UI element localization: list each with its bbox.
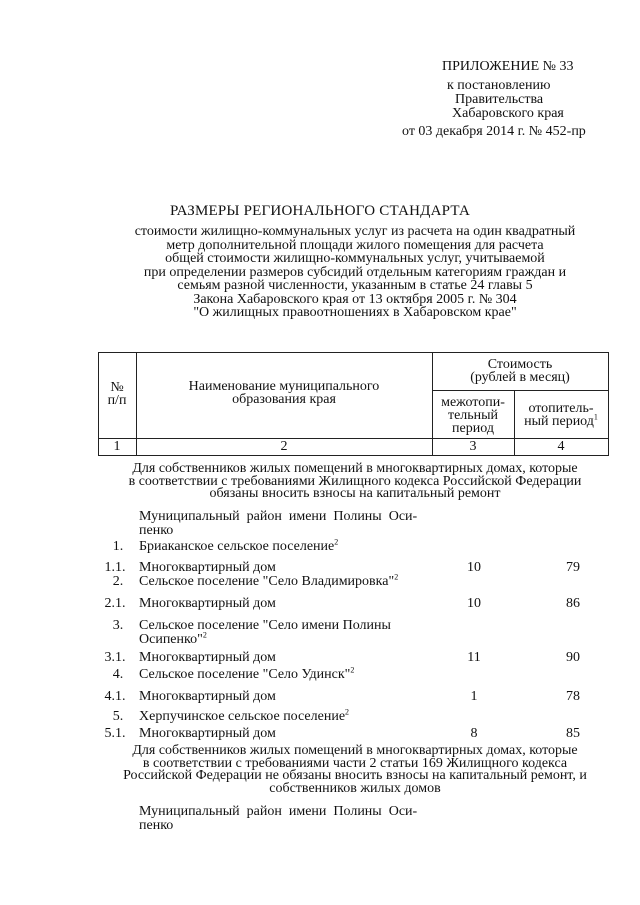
col-number-4: 4 xyxy=(557,439,565,454)
table-row xyxy=(0,690,640,706)
header-offseason-2: тельный xyxy=(447,408,499,423)
row-number: 1.1. xyxy=(104,560,126,575)
row-value-offseason: 1 xyxy=(470,689,478,704)
col-number-2: 2 xyxy=(280,439,288,454)
footnote-marker: 2 xyxy=(334,537,339,547)
row-number: 5. xyxy=(112,709,124,724)
table-row xyxy=(0,597,640,613)
section-caption-line: Российской Федерации не обязаны вносить взносы на капитальный ремонт, и xyxy=(123,768,587,783)
table-row xyxy=(0,665,640,684)
header-num xyxy=(98,381,136,407)
row-name-text: Сельское поселение "Село имени Полины xyxy=(139,618,391,633)
section-caption-line: Для собственников жилых помещений в многоквартирных домах, которые xyxy=(132,743,578,758)
subtitle-line: "О жилищных правоотношениях в Хабаровском крае" xyxy=(193,305,517,320)
header-cost-label-1: Стоимость xyxy=(487,357,553,372)
row-value-offseason: 8 xyxy=(470,726,478,741)
row-value-heating: 85 xyxy=(566,726,580,741)
row-number: 5.1. xyxy=(104,726,126,741)
row-name-text: Сельское поселение "Село Удинск" xyxy=(139,667,351,682)
section-caption-line: обязаны вносить взносы на капитальный ремонт xyxy=(209,486,501,501)
section-2-caption xyxy=(95,745,615,795)
row-value-offseason: 10 xyxy=(467,560,481,575)
table-rule xyxy=(432,390,609,391)
row-name-text-2: Осипенко" xyxy=(139,632,203,647)
table-rule xyxy=(608,352,609,455)
district-line-1: Муниципальный район имени Полины Оси- xyxy=(139,804,418,819)
header-offseason-3: период xyxy=(452,421,494,436)
document-subtitle xyxy=(95,225,615,320)
row-number: 3.1. xyxy=(104,650,126,665)
row-name xyxy=(139,537,339,554)
appendix-line-4: от 03 декабря 2014 г. № 452-пр xyxy=(402,124,586,139)
row-name: Многоквартирный дом xyxy=(139,650,276,665)
footnote-marker: 2 xyxy=(345,707,350,717)
col-number-1: 1 xyxy=(113,439,121,454)
subtitle-line: общей стоимости жилищно-коммунальных услуг, учитываемой xyxy=(165,251,545,266)
row-value-heating: 86 xyxy=(566,596,580,611)
appendix-title: ПРИЛОЖЕНИЕ № 33 xyxy=(442,59,574,74)
subtitle-line: стоимости жилищно-коммунальных услуг из расчета на один квадратный xyxy=(134,224,576,239)
row-number: 4.1. xyxy=(104,689,126,704)
district-line-2: пенко xyxy=(139,523,174,538)
row-name: Многоквартирный дом xyxy=(139,596,276,611)
row-number: 3. xyxy=(112,618,124,633)
row-name xyxy=(139,665,355,682)
subtitle-line: при определении размеров субсидий отдельным категориям граждан и xyxy=(143,264,567,280)
row-name-text: Сельское поселение "Село Владимировка" xyxy=(139,574,395,589)
district-heading xyxy=(139,805,439,833)
table-row xyxy=(0,727,640,743)
header-heating-1: отопитель- xyxy=(528,401,594,416)
row-value-heating: 90 xyxy=(566,650,580,665)
district-line-1: Муниципальный район имени Полины Оси- xyxy=(139,509,418,524)
footnote-marker: 2 xyxy=(202,630,207,640)
header-heating-2-wrap xyxy=(514,412,608,429)
row-name: Многоквартирный дом xyxy=(139,560,276,575)
header-offseason xyxy=(432,396,514,435)
appendix-line-3: Хабаровского края xyxy=(452,106,564,121)
header-name-label-1: Наименование муниципального xyxy=(188,379,380,394)
row-value-heating: 78 xyxy=(566,689,580,704)
row-name xyxy=(139,572,399,589)
header-num-label: № xyxy=(110,380,124,395)
appendix-line-1: к постановлению xyxy=(447,78,551,93)
row-name-text: Херпучинское сельское поселение xyxy=(139,709,346,724)
footnote-marker: 2 xyxy=(394,572,399,582)
section-caption-line: собственников жилых домов xyxy=(269,780,441,796)
footnote-marker: 2 xyxy=(350,665,355,675)
table-rule xyxy=(98,455,609,456)
table-row xyxy=(0,651,640,667)
row-value-offseason: 11 xyxy=(467,650,481,665)
table-rule xyxy=(98,352,609,353)
subtitle-line: метр дополнительной площади жилого помещения для расчета xyxy=(166,237,544,253)
subtitle-line: Закона Хабаровского края от 13 октября 2005 г. № 304 xyxy=(193,291,517,307)
header-cost xyxy=(432,358,608,384)
row-name xyxy=(139,619,391,647)
header-offseason-1: межотопи- xyxy=(441,395,505,410)
district-line-2: пенко xyxy=(139,818,174,833)
row-name xyxy=(139,707,350,724)
row-name-text-2-wrap xyxy=(139,630,391,647)
table-rule xyxy=(98,438,609,439)
table-row xyxy=(0,537,640,556)
row-value-heating: 79 xyxy=(566,560,580,575)
row-name-text: Бриаканское сельское поселение xyxy=(139,539,335,554)
subtitle-line: семьям разной численности, указанным в статье 24 главы 5 xyxy=(177,278,533,293)
appendix-line-2: Правительства xyxy=(455,92,544,107)
table-row xyxy=(0,619,640,649)
table-row xyxy=(0,707,640,726)
header-heating-2: ный период xyxy=(524,414,594,429)
header-cost-label-2: (рублей в месяц) xyxy=(470,370,570,385)
document-title: РАЗМЕРЫ РЕГИОНАЛЬНОГО СТАНДАРТА xyxy=(169,203,471,219)
row-number: 4. xyxy=(112,667,124,682)
table-row xyxy=(0,572,640,591)
row-name: Многоквартирный дом xyxy=(139,726,276,741)
header-heating xyxy=(514,402,608,428)
header-num-label-2: п/п xyxy=(107,393,127,408)
row-number: 1. xyxy=(112,539,124,554)
col-number-3: 3 xyxy=(469,439,477,454)
row-number: 2. xyxy=(112,574,124,589)
section-1-caption xyxy=(95,463,615,501)
row-name: Многоквартирный дом xyxy=(139,689,276,704)
section-caption-line: в соответствии с требованиями Жилищного кодекса Российской Федерации xyxy=(128,473,582,489)
section-caption-line: Для собственников жилых помещений в многоквартирных домах, которые xyxy=(132,461,578,476)
footnote-marker: 1 xyxy=(593,412,598,422)
section-caption-line: в соответствии с требованиями части 2 статьи 169 Жилищного кодекса xyxy=(142,755,568,771)
row-value-offseason: 10 xyxy=(467,596,481,611)
header-name-label-2: образования края xyxy=(232,392,336,407)
header-name xyxy=(136,380,432,406)
row-number: 2.1. xyxy=(104,596,126,611)
district-heading xyxy=(139,510,439,538)
